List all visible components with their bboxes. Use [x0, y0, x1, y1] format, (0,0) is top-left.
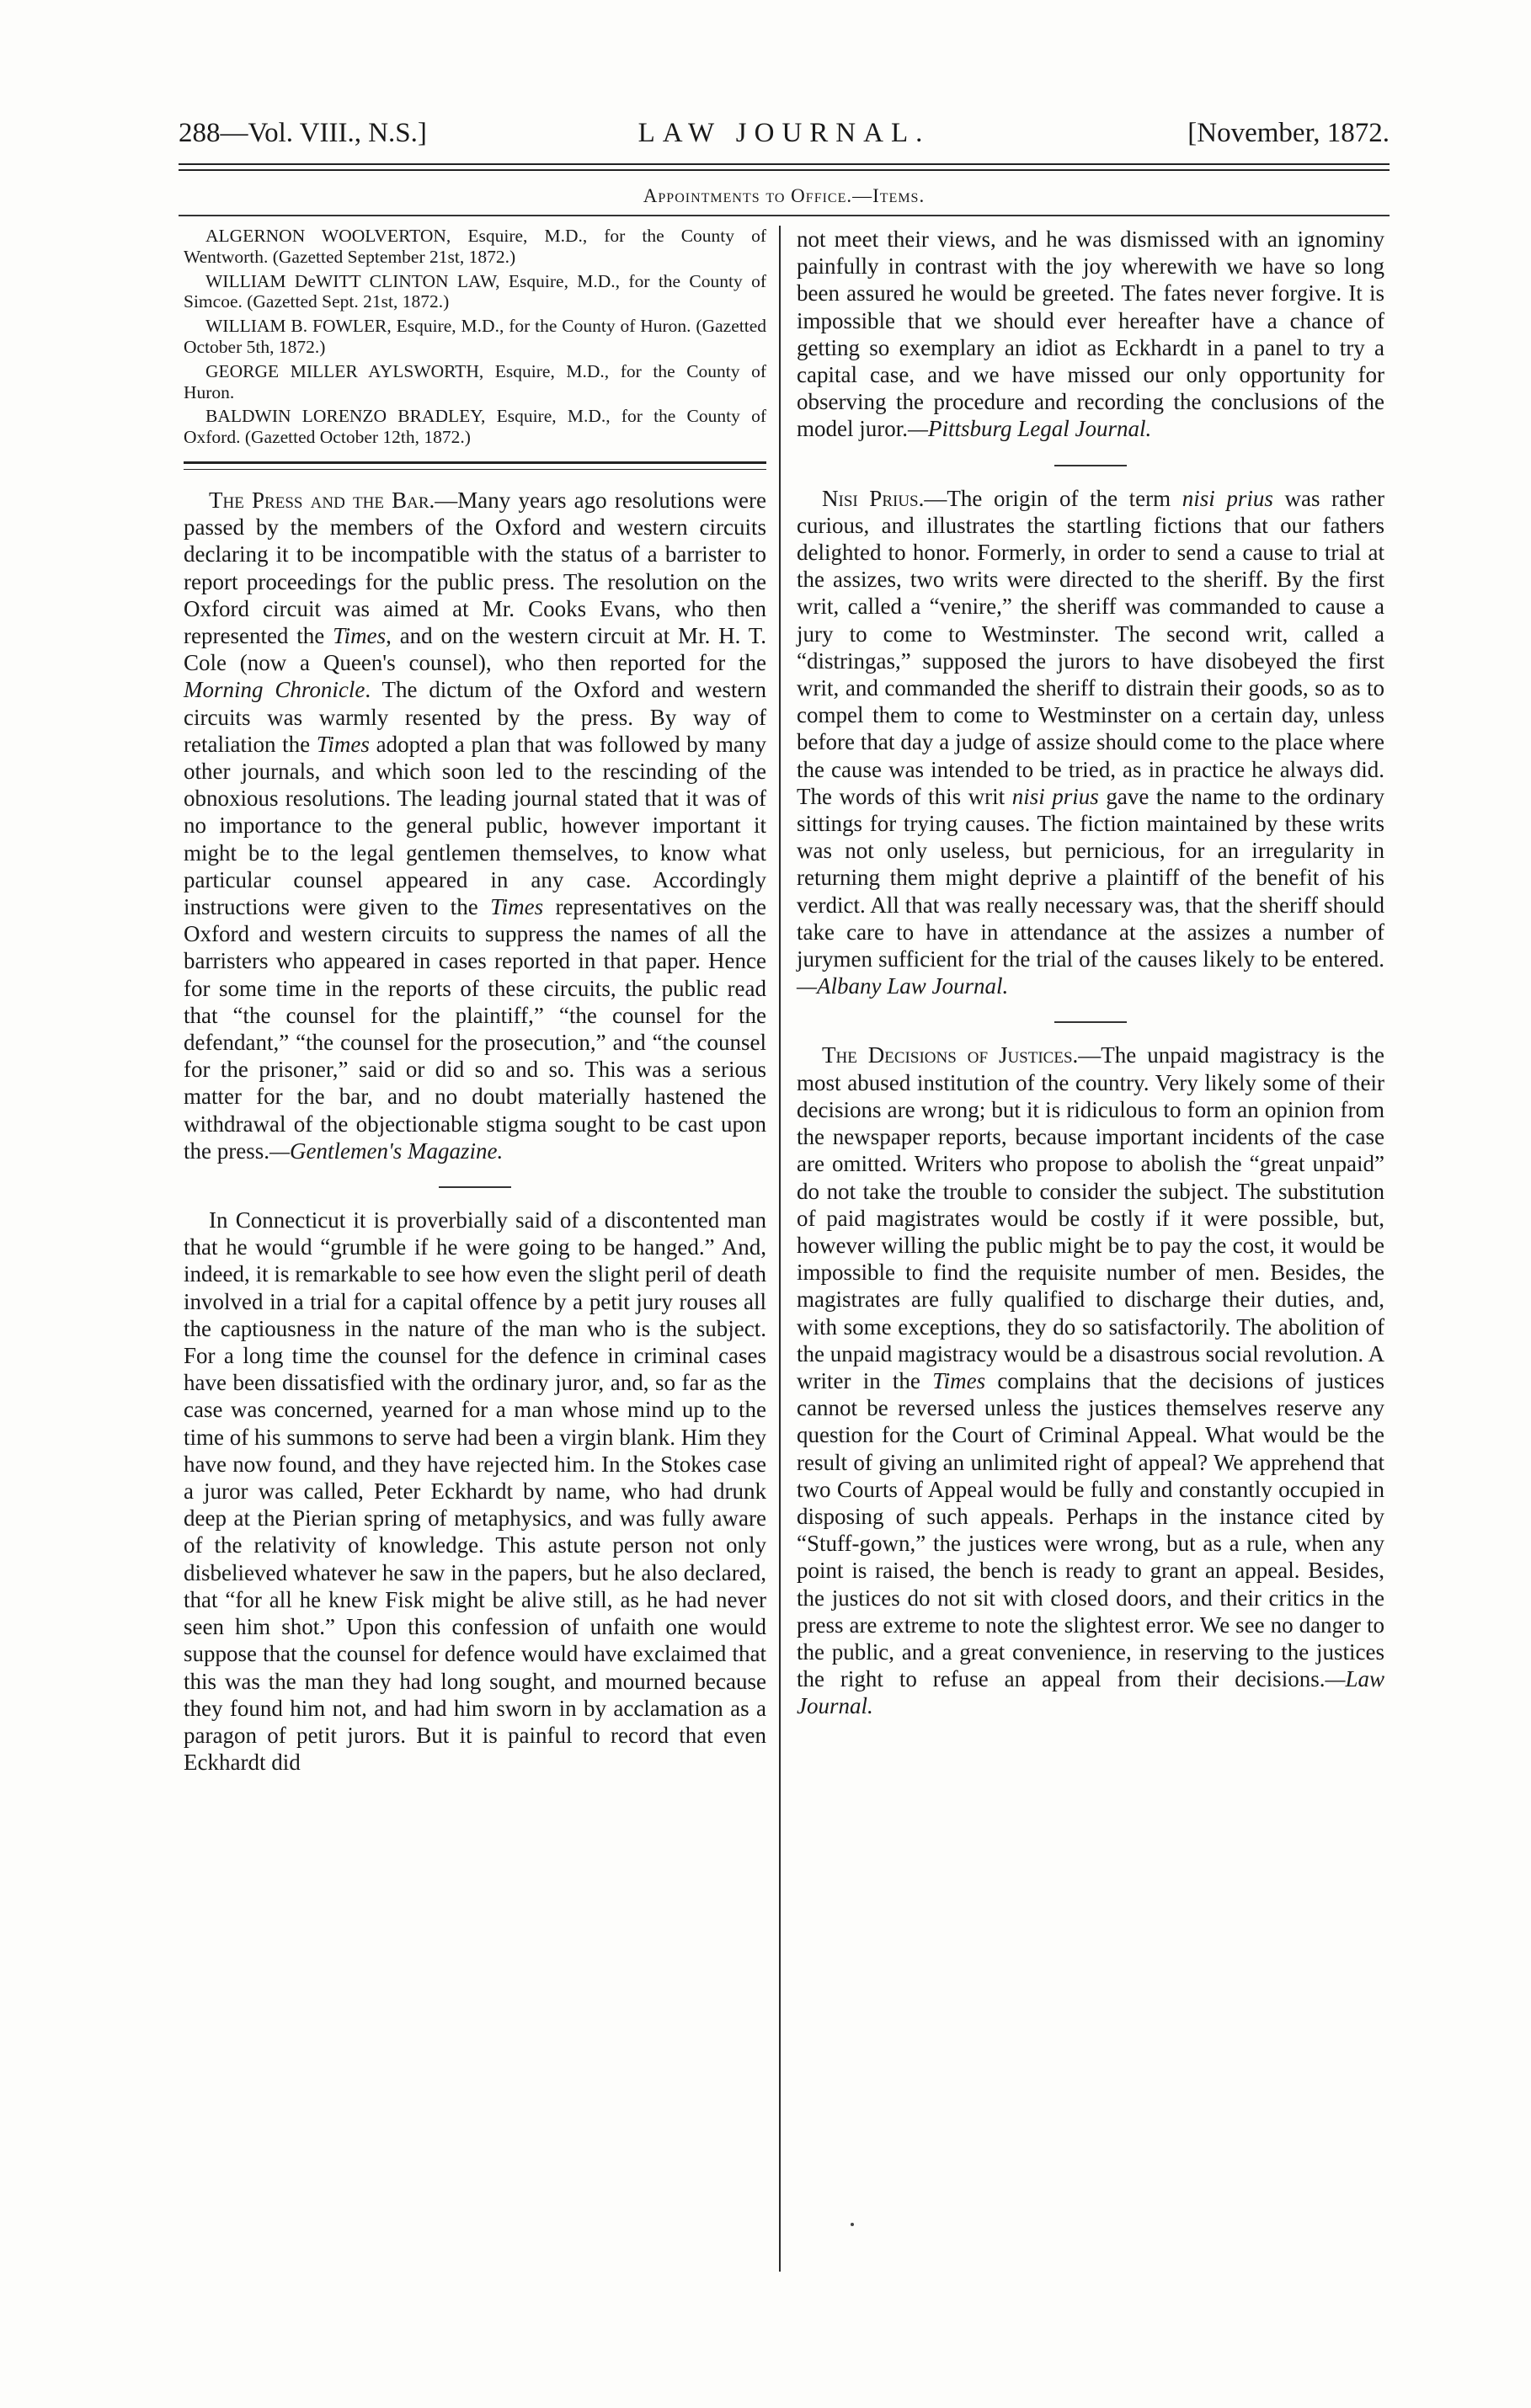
article-connecticut-continued: not meet their views, and he was dismissed with an ignominy painfully in contrast with the joy wherewith we have so long been assured he would be greeted. The fates never forgive. It is impossible that we should ever hereafter have a chance of getting so exemplary an idiot as Eckhardt in a panel to try a capital case, and we have missed our only opportunity for observing the procedure and recording the conclusions of the model juror.—Pittsburg Legal Journal.: [797, 226, 1384, 442]
left-column: [184, 226, 766, 1776]
article-connecticut: In Connecticut it is proverbially said of a discontented man that he would “grumble if he were going to be hanged.” And, indeed, it is remarkable to see how even the slight peril of death involved in a trial for a capital offence by a petit jury rouses all the captiousness in the nature of the man who is the subject. For a long time the counsel for the defence in criminal cases have been dissatisfied with the ordinary juror, and, so far as the case was concerned, yearned for a man whose mind up to the time of his summons to serve had been a virgin blank. Him they have now found, and they have rejected him. In the Stokes case a juror was called, Peter Eckhardt by name, who had drunk deep at the Pierian spring of metaphysics, and was fully aware of the relativity of knowledge. This astute person not only disbelieved whatever he saw in the papers, but he also declared, that “for all he knew Fisk might be alive still, as he had never seen him shot.” Upon this confession of unfaith one would suppose that the counsel for defence would have exclaimed that this was the man they had long sought, and mourned because they found him not, and had him sworn in by acclamation as a paragon of petit jurors. But it is painful to record that even Eckhardt did: [184, 1207, 766, 1776]
article-separator: [1054, 1021, 1127, 1023]
article-source: —Law Journal.: [797, 1666, 1384, 1719]
article-source: —Albany Law Journal.: [797, 973, 1009, 999]
print-speck: [851, 2223, 854, 2226]
column-divider: [779, 226, 781, 2272]
appointments-list: [184, 226, 766, 448]
article-heading: The Decisions of Justices.: [822, 1042, 1079, 1068]
journal-title: LAW JOURNAL.: [637, 118, 931, 148]
section-title: Appointments to Office.—Items.: [643, 185, 926, 206]
right-column: [797, 226, 1384, 1720]
appointment-entry: ALGERNON WOOLVERTON, Esquire, M.D., for the County of Wentworth. (Gazetted September 21st, 1872.): [184, 226, 766, 267]
article-press-and-bar: The Press and the Bar.—Many years ago resolutions were passed by the members of the Oxford and western circuits declaring it to be incompatible with the status of a barrister to report proceedings for the public press. The resolution on the Oxford circuit was aimed at Mr. Cooks Evans, who then represented the Times, and on the western circuit at Mr. H. T. Cole (now a Queen's counsel), who then reported for the Morning Chronicle. The dictum of the Oxford and western circuits was warmly resented by the press. By way of retaliation the Times adopted a plan that was followed by many other journals, and which soon led to the rescinding of the obnoxious resolutions. The leading journal stated that it was of no importance to the general public, however important it might be to the legal gentlemen themselves, to know what particular counsel appeared in any case. Accordingly instructions were given to the Times representatives on the Oxford and western circuits to suppress the names of all the barristers who appeared in cases reported in that paper. Hence for some time in the reports of these circuits, the public read that “the counsel for the plaintiff,” “the counsel for the defendant,” “the counsel for the prosecution,” and “the counsel for the prisoner,” said or did so and so. This was a serious matter for the bar, and no doubt materially hastened the withdrawal of the objectionable stigma sought to be cast upon the press.—Gentlemen's Magazine.: [184, 487, 766, 1164]
article-separator: [1054, 465, 1127, 466]
running-header: [179, 115, 1390, 152]
appointment-entry: BALDWIN LORENZO BRADLEY, Esquire, M.D., for the County of Oxford. (Gazetted October 12th, 1872.): [184, 406, 766, 448]
page-number-volume: 288—Vol. VIII., N.S.]: [179, 118, 427, 148]
article-decisions-of-justices: The Decisions of Justices.—The unpaid magistracy is the most abused institution of the country. Very likely some of their decisions are wrong; but it is ridiculous to form an opinion from the newspaper reports, because important incidents of the case are omitted. Writers who propose to abolish the “great unpaid” do not take the trouble to consider the subject. The substitution of paid magistrates would be costly if it were possible, but, however willing the public might be to pay the cost, it would be impossible to find the requisite number of men. Besides, the magistrates are fully qualified to discharge their duties, and, with some exceptions, they do so satisfactorily. The abolition of the unpaid magistracy would be a disastrous social revolution. A writer in the Times complains that the decisions of justices cannot be reversed unless the justices themselves reserve any question for the Court of Criminal Appeal. What would be the result of giving an unlimited right of appeal? We apprehend that two Courts of Appeal would be fully and constantly occupied in disposing of such appeals. Perhaps in the instance cited by “Stuff-gown,” the justices were wrong, but as a rule, when any point is raised, the bench is ready to grant an appeal. Besides, the justices do not sit with closed doors, and their critics in the press are extreme to note the slightest error. We see no danger to the public, and a great convenience, in reserving to the justices the right to refuse an appeal from their decisions.—Law Journal.: [797, 1042, 1384, 1719]
article-source: —Pittsburg Legal Journal.: [907, 416, 1152, 442]
article-source: —Gentlemen's Magazine.: [269, 1137, 504, 1164]
article-separator: [439, 1186, 511, 1188]
appointment-entry: WILLIAM DeWITT CLINTON LAW, Esquire, M.D., for the County of Simcoe. (Gazetted Sept. 21st, 1872.): [184, 270, 766, 312]
issue-date: [November, 1872.: [1187, 118, 1390, 148]
header-double-rule: [179, 163, 1390, 171]
appointment-entry: WILLIAM B. FOWLER, Esquire, M.D., for the County of Huron. (Gazetted October 5th, 1872.): [184, 316, 766, 357]
article-nisi-prius: Nisi Prius.—The origin of the term nisi prius was rather curious, and illustrates the startling fictions that our fathers delighted to honor. Formerly, in order to send a cause to trial at the assizes, two writs were directed to the sheriff. By the first writ, called a “venire,” the sheriff was commanded to cause a jury to come to Westminster. The second writ, called a “distringas,” supposed the jurors to have disobeyed the first writ, and commanded the sheriff to distrain their goods, so as to compel them to come to Westminster on a certain day, unless before that day a judge of assize should come to the place where the cause was intended to be tried, as in practice he always did. The words of this writ nisi prius gave the name to the ordinary sittings for trying causes. The fiction maintained by these writs was not only useless, but pernicious, for an irregularity in returning them might deprive a plaintiff of the benefit of his verdict. All that was really necessary was, that the sheriff should take care to have in attendance at the assizes a number of jurymen sufficient for the trial of the causes likely to be entered.—Albany Law Journal.: [797, 485, 1384, 999]
article-heading: Nisi Prius.: [822, 485, 925, 511]
appointments-end-rule: [184, 461, 766, 470]
article-heading: The Press and the Bar.: [209, 487, 435, 513]
appointment-entry: GEORGE MILLER AYLSWORTH, Esquire, M.D., for the County of Huron.: [184, 360, 766, 402]
section-rule: [179, 215, 1390, 216]
